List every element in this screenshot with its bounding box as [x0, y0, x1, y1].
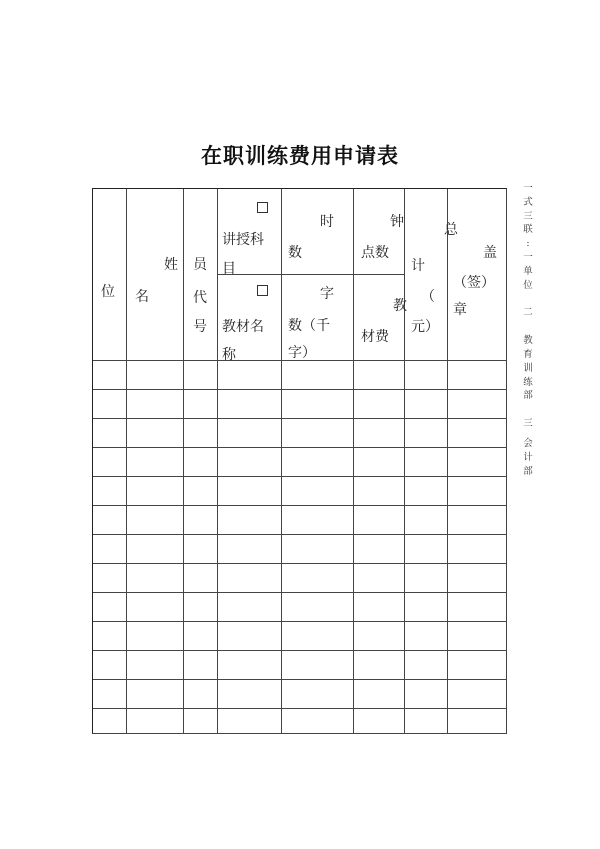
header-clock-hours: 点数 [361, 245, 389, 261]
column-divider [353, 189, 354, 733]
copies-note-char: : [526, 238, 530, 250]
form-title: 在职训练费用申请表 [201, 144, 399, 168]
copies-note-char: 联 [523, 224, 533, 236]
header-total-char2: 计 [411, 258, 425, 274]
expense-application-table [92, 188, 507, 734]
header-clock-hours-char1: 钟 [390, 214, 404, 230]
header-split-line [217, 274, 404, 275]
copies-note-char: 计 [523, 451, 533, 463]
header-name-char2: 名 [135, 289, 149, 305]
header-total-unit: 元） [411, 319, 439, 335]
copies-note [516, 182, 540, 478]
row-line [93, 476, 506, 477]
column-divider [183, 189, 184, 733]
header-material-fee-char1: 教 [393, 298, 407, 314]
header-name-char1: 姓 [164, 257, 178, 273]
copies-note-char: 三 [523, 210, 533, 222]
row-line [93, 621, 506, 622]
header-staff-char1: 员 [193, 257, 207, 273]
material-name-checkbox[interactable] [257, 285, 268, 296]
copies-note-char: 练 [523, 376, 533, 388]
copies-note-char: 训 [523, 362, 533, 374]
row-line [93, 708, 506, 709]
column-divider [281, 189, 282, 733]
row-line [93, 534, 506, 535]
copies-note-char: 教 [523, 335, 533, 347]
header-material-fee: 材费 [361, 329, 389, 345]
row-line [93, 505, 506, 506]
column-divider [126, 189, 127, 733]
copies-note-char: 式 [523, 196, 533, 208]
header-total-paren: （ [421, 289, 435, 305]
header-lecture-subject: 讲授科 [222, 232, 264, 248]
header-wordcount-char1: 字 [320, 286, 334, 302]
header-seal-char1: 盖 [483, 245, 497, 261]
row-line [93, 389, 506, 390]
copies-note-char: 育 [523, 348, 533, 360]
copies-note-char: 二 [523, 307, 533, 319]
copies-note-char: 单 [523, 265, 533, 277]
header-total-char1: 总 [444, 222, 458, 238]
header-material-name: 教材名 [222, 319, 264, 335]
row-line [93, 679, 506, 680]
header-staff-char2: 代 [193, 290, 207, 306]
column-divider [217, 189, 218, 733]
row-line [93, 563, 506, 564]
header-lecture-subject-tail: 目 [222, 261, 236, 277]
header-wordcount-tail: 字） [288, 345, 316, 361]
column-divider [404, 189, 405, 733]
copies-note-char: 一 [523, 251, 533, 263]
copies-note-char: 会 [523, 437, 533, 449]
header-staff-char3: 号 [193, 319, 207, 335]
row-line [93, 650, 506, 651]
row-line [93, 592, 506, 593]
header-seal-sign: （签） [453, 275, 495, 291]
row-line [93, 447, 506, 448]
header-seal-char2: 章 [453, 302, 467, 318]
header-material-name-tail: 称 [222, 347, 236, 363]
copies-note-char: 部 [523, 465, 533, 477]
copies-note-char: 部 [523, 390, 533, 402]
copies-note-char: 一 [523, 183, 533, 194]
row-line [93, 418, 506, 419]
header-unit: 位 [101, 284, 115, 300]
lecture-subject-checkbox[interactable] [257, 202, 268, 213]
column-divider [447, 189, 448, 733]
copies-note-char: 位 [523, 279, 533, 291]
header-hours-char1: 时 [320, 214, 334, 230]
header-hours-char2: 数 [288, 245, 302, 261]
copies-note-char: 三 [523, 418, 533, 430]
header-wordcount: 数（千 [288, 318, 330, 334]
